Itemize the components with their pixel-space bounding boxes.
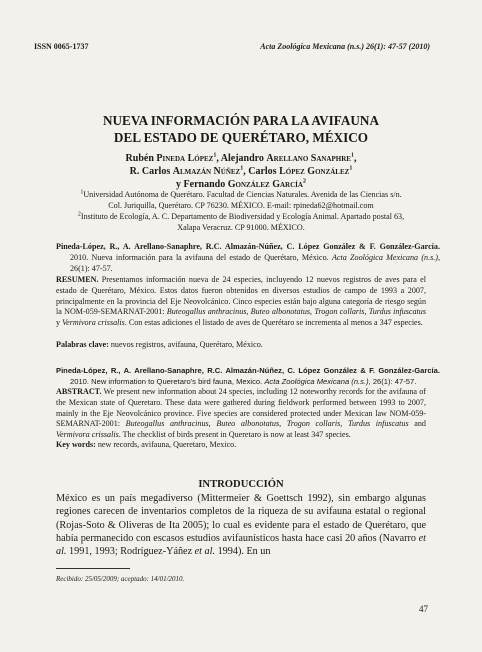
et-al: et al.: [56, 532, 426, 558]
affil-marker: 2: [302, 178, 306, 185]
resumen-text: Presentamos información nueva de 24 especies, incluyendo 12 nuevos registros de aves para el estado de Querétaro, México. Estos datos fueron obtenidos en diversos estudios de campo de 1993 a 2007, principalmente en la provincia del Eje Neovolcánico. Cinco especies están bajo alguna categoría de riesgo según la NOM-059-SEMARNAT-2001:: [56, 275, 426, 317]
palabras-label: Palabras clave:: [56, 340, 109, 349]
affiliation-2-cont: Xalapa Veracruz. CP 91000. MÉXICO.: [177, 223, 305, 232]
citation-english: [56, 366, 440, 388]
intro-text: México es un país megadiverso (Mittermeier & Goettsch 1992), sin embargo algunas regiones carecen de inventarios completos de la riqueza de su avifauna estatal o regional (Rojas-Soto & Oliveras de Ita 2005); lo cual es evidente para el estado de Querétaro, que había permanecido con escasos estudios avifaunísticos hasta hace casi 20 años (Navarro: [56, 493, 426, 544]
author-line-1: [0, 152, 482, 165]
conjunction: y: [56, 318, 63, 328]
affiliation-2: [56, 211, 426, 222]
species-name: Vermivora crissalis: [62, 318, 125, 328]
affil-text: Instituto de Ecología, A. C. Departamento de Biodiversidad y Ecología Animal. Apartado postal 63,: [80, 212, 405, 221]
keywords-label: Key words:: [56, 440, 96, 449]
palabras-clave: [56, 340, 426, 351]
affiliations: [56, 189, 426, 233]
issn-header: ISSN 0065-1737: [34, 42, 89, 51]
author-given: R. Carlos: [129, 166, 173, 177]
affil-marker: 1: [350, 152, 354, 159]
citation-journal: Acta Zoológica Mexicana (n.s.),: [264, 376, 371, 386]
author-line-2: [0, 165, 482, 178]
separator: ,: [243, 166, 249, 177]
separator: ,: [216, 153, 221, 164]
resumen: [56, 275, 426, 329]
author-given: Rubén: [125, 153, 157, 164]
resumen-label: RESUMEN.: [56, 275, 99, 284]
intro-paragraph: [56, 492, 426, 558]
keywords-text: new records, avifauna, Queretaro, Mexico.: [95, 440, 237, 449]
title-line-1: NUEVA INFORMACIÓN PARA LA AVIFAUNA: [103, 113, 379, 128]
citation-volume: 26(1): 47-57.: [70, 263, 113, 273]
affil-marker: 1: [349, 165, 353, 172]
author-given: Carlos: [248, 166, 280, 177]
conjunction: and: [408, 419, 426, 429]
abstract-text: We present new information about 24 species, including 12 noteworthy records for the avifauna of the Mexican state of Queretaro. These data were gathered during fieldwork performed between 1993 to 2007, mainly in the Eje Neovolcánico province. Five species are considered protected under Mexican law NOM-059-SEMARNAT-2001:: [56, 387, 426, 429]
citation-text: 2010. New information to Queretaro's bird fauna, Mexico.: [70, 376, 265, 386]
citation-journal: Acta Zoológica Mexicana (n.s.),: [331, 252, 441, 262]
resumen-text: . Con estas adiciones el listado de aves de Querétaro se incrementa al menos a 347 especies.: [124, 318, 423, 328]
paper-title: [0, 112, 482, 146]
citation-authors: Pineda-López, R., A. Arellano-Sanaphre, R.C. Almazán-Núñez, C. López González & F. González-García.: [56, 242, 440, 251]
author-list: [0, 152, 482, 191]
section-heading-intro: INTRODUCCIÓN: [198, 479, 284, 490]
affil-number: 1: [80, 189, 84, 196]
citation-authors: Pineda-López, R., A. Arellano-Sanaphre, R.C. Almazán-Núñez, C. López González & F. González-García.: [56, 366, 440, 375]
keywords: [56, 440, 426, 451]
abstract: [56, 387, 426, 441]
author-surname: López González: [279, 166, 350, 177]
abstract-text: . The checklist of birds present in Queretaro is now at least 347 species.: [118, 430, 351, 440]
palabras-text: nuevos registros, avifauna, Querétaro, México.: [108, 340, 263, 349]
title-line-2: DEL ESTADO DE QUERÉTARO, MÉXICO: [113, 130, 369, 145]
et-al: et al.: [194, 546, 216, 558]
author-given: y Fernando: [176, 179, 228, 190]
abstract-label: ABSTRACT.: [56, 387, 102, 396]
author-surname: Arellano Sanaphre: [266, 153, 351, 164]
author-surname: Pineda López: [156, 153, 214, 164]
species-name: Vermivora crissalis: [56, 430, 119, 440]
affil-number: 2: [77, 211, 81, 218]
affil-marker: 1: [240, 165, 244, 172]
author-surname: Almazán Núñez: [172, 166, 241, 177]
species-names: Buteogallus anthracinus, Buteo albonotatus, Trogon collaris, Turdus infuscatus: [125, 419, 409, 429]
affiliation-1: [56, 189, 426, 200]
citation-spanish: [56, 242, 440, 274]
journal-header: Acta Zoológica Mexicana (n.s.) 26(1): 47-57 (2010): [260, 42, 430, 51]
species-names: Buteogallus anthracinus, Buteo albonotatus, Trogon collaris, Turdus infuscatus: [166, 307, 426, 317]
author-given: Alejandro: [220, 153, 267, 164]
separator: ,: [353, 153, 357, 164]
footnote-rule: [56, 568, 130, 569]
received-date: Recibido: 25/05/2009; aceptado: 14/01/2010.: [56, 575, 185, 583]
affil-marker: 1: [213, 152, 217, 159]
intro-text: 1991, 1993; Rodríguez-Yáñez: [66, 546, 195, 558]
citation-text: 2010. Nueva información para la avifauna del estado de Querétaro, México.: [70, 252, 332, 262]
affiliation-1-cont: Col. Juriquilla, Querétaro. CP 76230. MÉXICO. E-mail: rpineda62@hotmail.com: [108, 201, 374, 210]
author-surname: González García: [227, 179, 303, 190]
citation-volume: 26(1): 47-57.: [370, 376, 417, 386]
intro-text: 1994). En un: [215, 546, 271, 558]
affil-text: Universidad Autónoma de Querétaro. Facultad de Ciencias Naturales. Avenida de las Ciencias s/n.: [83, 190, 402, 199]
page-number: 47: [419, 604, 428, 614]
